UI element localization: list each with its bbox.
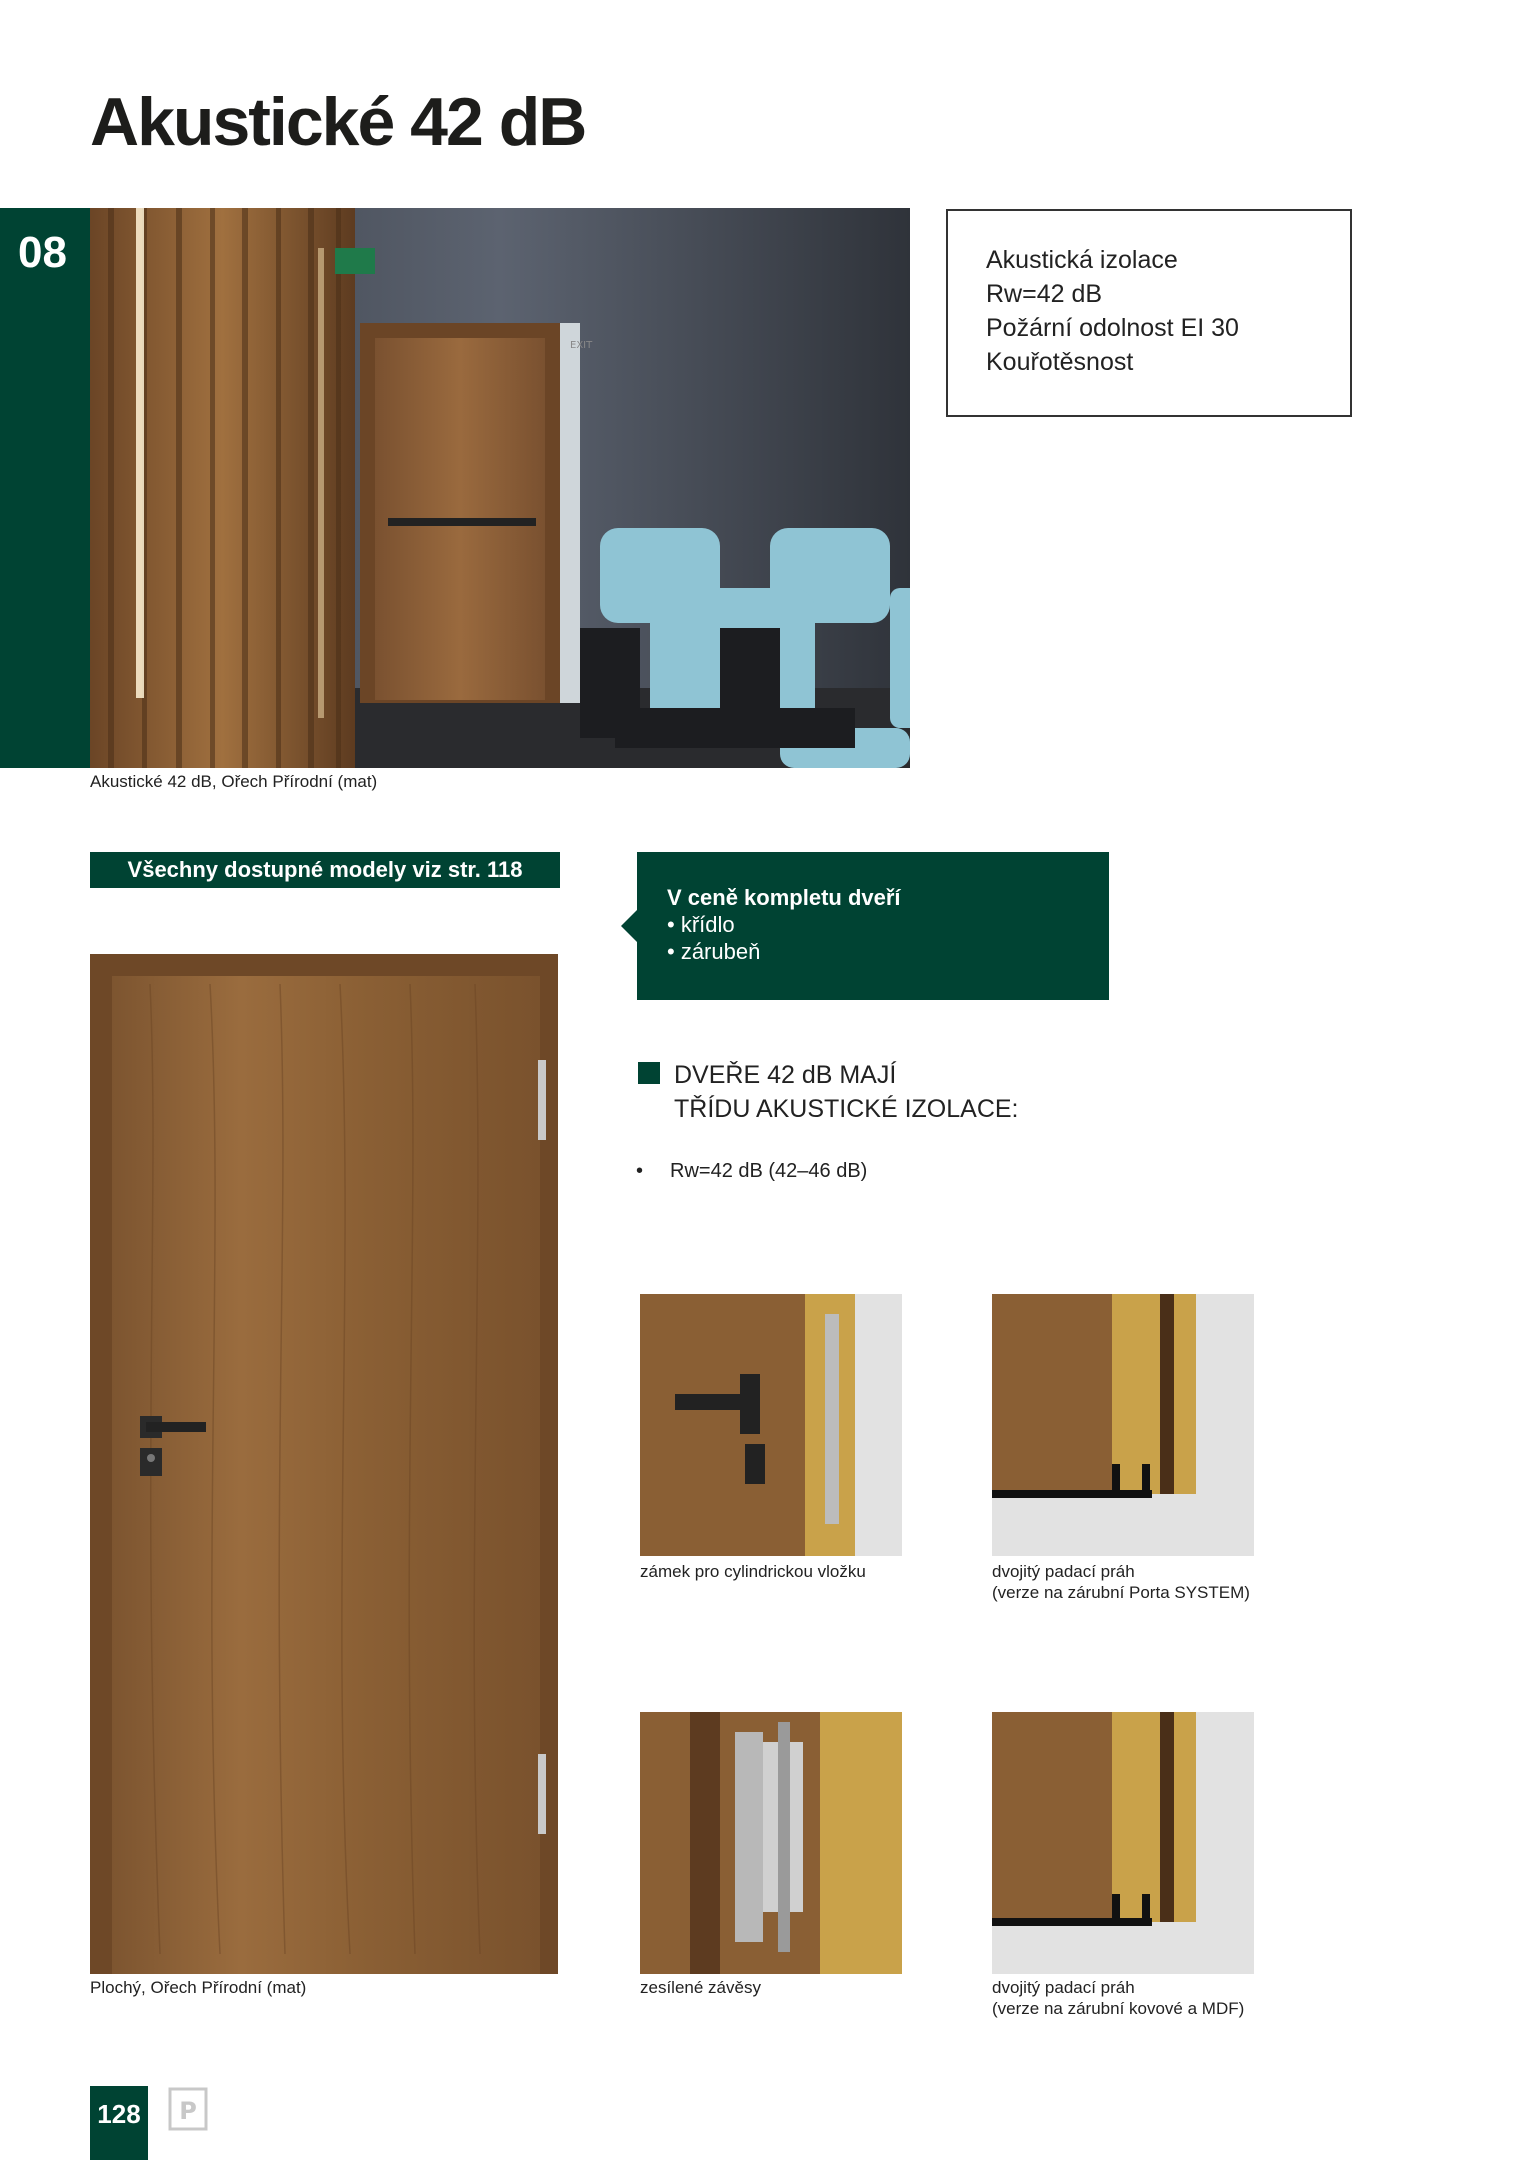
price-includes-box xyxy=(637,852,1109,1000)
heading-square-icon xyxy=(638,1062,660,1084)
door-photo xyxy=(90,954,558,1974)
price-box-item: • zárubeň xyxy=(667,939,761,964)
acoustic-heading xyxy=(638,1058,1019,1126)
detail-photo-lock xyxy=(640,1294,902,1556)
detail-caption-line: zámek pro cylindrickou vložku xyxy=(640,1562,866,1581)
page-number: 128 xyxy=(90,2086,148,2160)
callout-arrow xyxy=(621,910,637,942)
detail-photo-threshold-porta xyxy=(992,1294,1254,1556)
detail-caption-line: zesílené závěsy xyxy=(640,1978,761,1997)
detail-caption xyxy=(992,1978,1244,2019)
detail-caption xyxy=(640,1978,761,1999)
detail-caption-line: (verze na zárubní Porta SYSTEM) xyxy=(992,1582,1250,1602)
acoustic-rating-text: Rw=42 dB (42–46 dB) xyxy=(670,1160,868,1182)
feature-line: Rw=42 dB xyxy=(986,280,1103,308)
models-link-bar[interactable]: Všechny dostupné modely viz str. 118 xyxy=(90,852,560,888)
porta-logo-icon xyxy=(168,2087,208,2131)
door-caption: Plochý, Ořech Přírodní (mat) xyxy=(90,1978,307,1997)
detail-caption-line: dvojitý padací práh xyxy=(992,1978,1135,1997)
hero-photo xyxy=(90,208,910,768)
feature-line: Požární odolnost EI 30 xyxy=(986,314,1239,342)
hero-caption: Akustické 42 dB, Ořech Přírodní (mat) xyxy=(90,772,378,791)
acoustic-heading-line: DVEŘE 42 dB MAJÍ xyxy=(674,1061,897,1089)
logo-letter: P xyxy=(179,2097,197,2125)
section-tab xyxy=(0,208,90,768)
section-number: 08 xyxy=(18,228,67,277)
price-box-item: • křídlo xyxy=(667,912,735,937)
acoustic-rating xyxy=(636,1160,867,1183)
acoustic-heading-line: TŘÍDU AKUSTICKÉ IZOLACE: xyxy=(674,1095,1019,1123)
feature-box xyxy=(946,209,1352,417)
page-title: Akustické 42 dB xyxy=(90,84,586,160)
feature-line: Kouřotěsnost xyxy=(986,348,1134,376)
detail-caption xyxy=(992,1562,1250,1603)
bullet-icon: • xyxy=(636,1160,644,1182)
detail-photo-hinges xyxy=(640,1712,902,1974)
detail-caption-line: dvojitý padací práh xyxy=(992,1562,1135,1581)
exit-label: EXIT xyxy=(570,340,593,351)
feature-line: Akustická izolace xyxy=(986,246,1178,274)
price-box-title: V ceně kompletu dveří xyxy=(667,885,901,910)
detail-caption-line: (verze na zárubní kovové a MDF) xyxy=(992,1998,1245,2018)
detail-caption xyxy=(640,1562,866,1583)
detail-photo-threshold-metal xyxy=(992,1712,1254,1974)
